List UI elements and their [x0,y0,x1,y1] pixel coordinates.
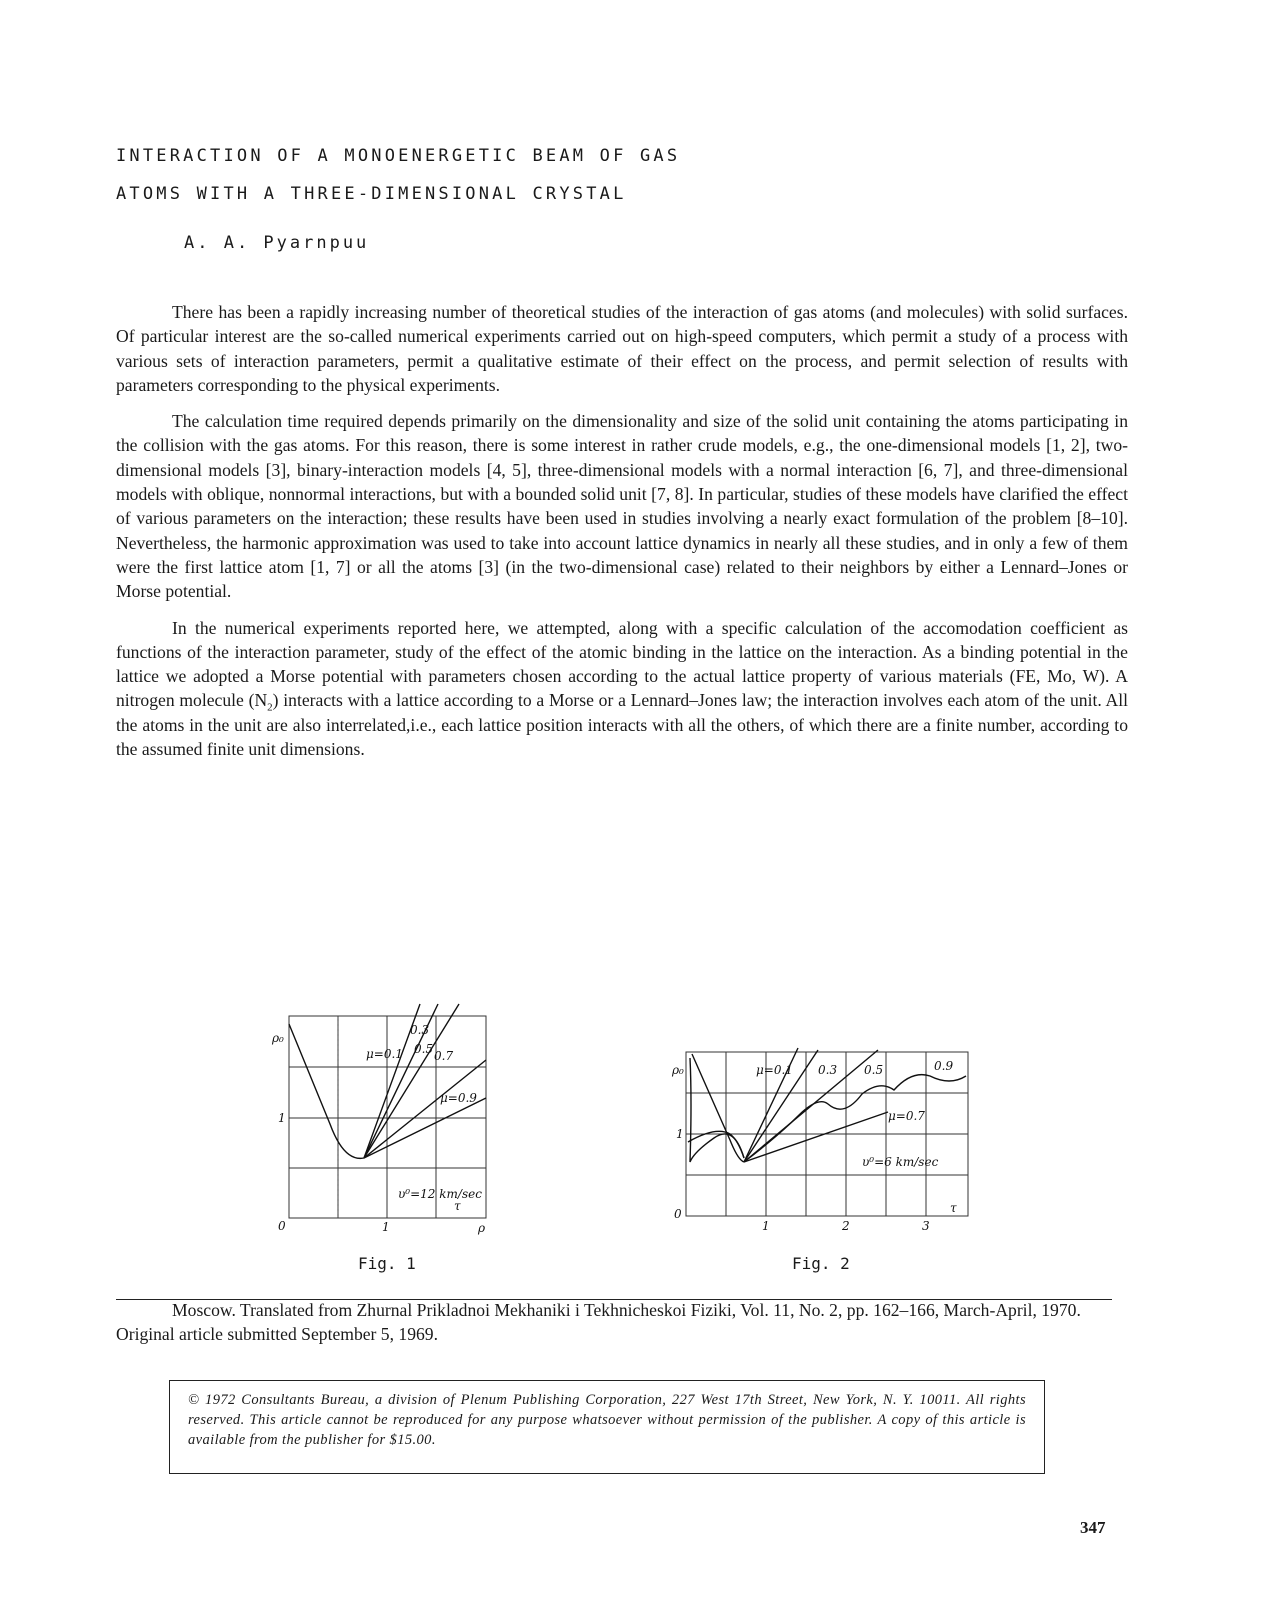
figure-1-x-label: ρ [478,1221,486,1235]
figure-1-common-curve [289,1024,364,1158]
figure-2-x-tick: 3 [922,1219,930,1233]
author: A. A. Pyarnpuu [184,233,370,253]
figure-2-y-tick: 1 [676,1127,684,1141]
figure-1-origin: 0 [278,1219,286,1233]
copyright-box [169,1380,1045,1474]
figure-2-common-curve [692,1054,744,1162]
figure-2-curve-mu-0.9 [744,1075,966,1162]
figure-2-x-tick: 2 [842,1219,850,1233]
figure-2 [668,1040,978,1235]
paragraph-3-part-b: ) interacts with a lattice according to a Morse or a Lennard–Jones law; the interaction involves each atom of the unit. All the atoms in the unit are also interrelated,i.e., each lattice position interacts with all the others, of which there are a finite number, according to the assumed finite unit dimensions. [116,690,1128,760]
copyright-text: © 1972 Consultants Bureau, a division of Plenum Publishing Corporation, 227 West 17th Street, New York, N. Y. 10011. All rights reserved. This article cannot be reproduced for any purpose whatsoever without permission of the publisher. A copy of this article is available from the publisher for $15.00. [188,1392,1026,1448]
paragraph-2: The calculation time required depends primarily on the dimensionality and size of the solid unit containing the atoms participating in the collision with the gas atoms. For this reason, there is some interest in rather crude models, e.g., the one-dimensional models [1, 2], two-dimensional models [3], binary-interaction models [4, 5], three-dimensional models with a normal interaction [6, 7], and three-dimensional models with oblique, nonnormal interactions, but with a bounded solid unit [7, 8]. In particular, studies of these models have clarified the effect of various parameters on the interaction; these results have been used in studies involving a nearly exact formulation of the problem [8–10]. Nevertheless, the harmonic approximation was used to take into account lattice dynamics in nearly all these studies, and in only a few of them were the first lattice atom [1, 7] or all the atoms [3] (in the two-dimensional case) related to their neighbors by either a Lennard–Jones or Morse potential. [116,411,1128,602]
figure-1-plot [268,1008,508,1238]
paragraph-1: There has been a rapidly increasing number of theoretical studies of the interaction of gas atoms (and molecules) with solid surfaces. Of particular interest are the so-called numerical experiments carried out on high-speed computers, which permit a study of a process with various sets of interaction parameters, permit a qualitative estimate of their effect on the process, and permit selection of results with parameters corresponding to the physical experiments. [116,302,1128,395]
figure-2-caption: Fig. 2 [792,1254,850,1273]
figure-1 [268,1008,508,1238]
paragraph-3-part-a: In the numerical experiments reported here, we attempted, along with a specific calculation of the accomodation coefficient as functions of the interaction parameter, study of the effect of the atomic binding in the lattice on the interaction. As a binding potential in the lattice we adopted a Morse potential with parameters chosen according to the actual lattice property of various materials (FE, Mo, W). A nitrogen molecule (N [116,617,1128,711]
figure-2-condition: υ⁰=6 km/sec [862,1155,939,1169]
footnote-text: Moscow. Translated from Zhurnal Prikladnoi Mekhaniki i Tekhnicheskoi Fiziki, Vol. 11, No. 2, pp. 162–166, March-April, 1970. Original article submitted September 5, 1969. [116,1300,1081,1344]
page-number: 347 [1080,1518,1106,1537]
figure-1-caption: Fig. 1 [358,1254,416,1273]
figure-1-tau: τ [454,1199,461,1213]
figure-1-curve-label: 0.5 [414,1042,434,1056]
figure-2-curve-label: μ=0.1 [756,1063,793,1077]
figure-2-lower-curve [688,1131,744,1158]
article-title-line-1: INTERACTION OF A MONOENERGETIC BEAM OF GAS [116,146,681,166]
figure-2-curve-label: 0.9 [934,1059,954,1073]
n2-subscript: 2 [267,701,273,714]
figure-2-curve-label: μ=0.7 [888,1109,925,1123]
figure-2-origin: 0 [674,1207,682,1221]
figure-2-plot [668,1040,978,1235]
figure-1-curve-label: μ=0.1 [366,1047,403,1061]
figure-1-curve-label: 0.3 [410,1023,430,1037]
figure-1-y-label: ρ₀ [272,1031,284,1045]
figure-1-condition: υ⁰=12 km/sec [398,1187,482,1201]
figure-1-curve-label: μ=0.9 [440,1091,477,1105]
footnote [116,1298,1112,1346]
figure-1-y-tick: 1 [278,1111,286,1125]
figure-2-x-tick: 1 [762,1219,770,1233]
body-text [116,300,1128,773]
figure-1-x-tick: 1 [382,1220,390,1234]
figure-2-curve-label: 0.3 [818,1063,838,1077]
figure-1-curve-label: 0.7 [434,1049,454,1063]
figure-2-tau: τ [950,1201,957,1215]
paragraph-3 [116,616,1128,762]
figure-2-curve-label: 0.5 [864,1063,884,1077]
article-title-line-2: ATOMS WITH A THREE-DIMENSIONAL CRYSTAL [116,184,627,204]
figure-2-y-label: ρ₀ [672,1063,684,1077]
